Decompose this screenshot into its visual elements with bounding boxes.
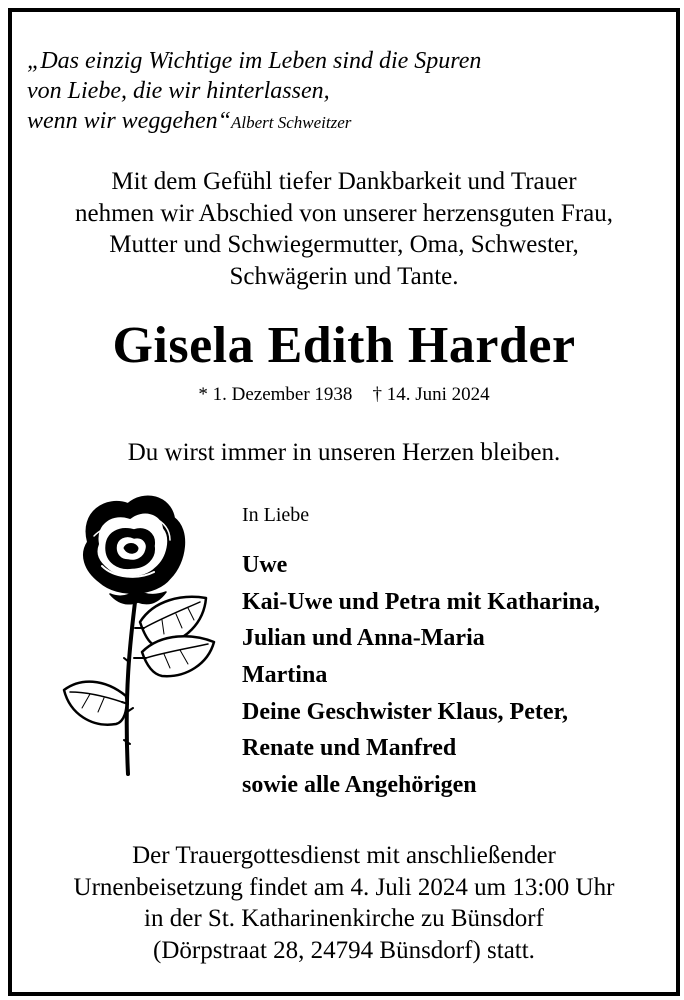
service-line-4: (Dörpstraat 28, 24794 Bünsdorf) statt. xyxy=(153,936,535,964)
rose-icon xyxy=(58,482,218,782)
death-date: † 14. Juni 2024 xyxy=(372,384,490,405)
mourner-line: Kai-Uwe und Petra mit Katharina, xyxy=(242,588,600,615)
intro-line-4: Schwägerin und Tante. xyxy=(229,262,459,290)
obituary-content xyxy=(12,12,676,992)
intro-line-1: Mit dem Gefühl tiefer Dankbarkeit und Trauer xyxy=(111,168,577,195)
mourner-line: Martina xyxy=(242,662,328,689)
birth-date: * 1. Dezember 1938 xyxy=(198,384,353,405)
quote-line-1: „Das einzig Wichtige im Leben sind die Spuren xyxy=(27,48,482,74)
quote-line-3 xyxy=(27,106,667,138)
mourner-line: Deine Geschwister Klaus, Peter, xyxy=(242,698,568,725)
mourner-line: Julian und Anna-Maria xyxy=(242,625,485,652)
motto: Du wirst immer in unseren Herzen bleiben. xyxy=(127,439,561,466)
mourner-line: sowie alle Angehörigen xyxy=(242,772,477,799)
mourner-line: Renate und Manfred xyxy=(242,735,457,762)
quote-author: Albert Schweitzer xyxy=(231,113,352,132)
obituary-frame xyxy=(8,8,680,996)
mourner-line: Uwe xyxy=(242,552,288,578)
intro-text xyxy=(12,166,676,292)
life-dates xyxy=(12,383,676,407)
intro-line-2: nehmen wir Abschied von unserer herzensguten Frau, xyxy=(74,199,614,227)
quote-line-2: von Liebe, die wir hinterlassen, xyxy=(27,78,330,104)
quote-line-3-text: wenn wir weggehen“ xyxy=(27,108,231,134)
closing-phrase: In Liebe xyxy=(242,504,310,526)
service-line-2: Urnenbeisetzung findet am 4. Juli 2024 um 13:00 Uhr xyxy=(73,873,615,901)
mourners-list xyxy=(242,547,682,804)
deceased-name: Gisela Edith Harder xyxy=(112,317,576,374)
service-line-3: in der St. Katharinenkirche zu Bünsdorf xyxy=(144,905,544,932)
intro-line-3: Mutter und Schwiegermutter, Oma, Schwester, xyxy=(109,231,579,258)
quote-block xyxy=(27,46,667,138)
service-line-1: Der Trauergottesdienst mit anschließender xyxy=(132,842,556,869)
service-info xyxy=(12,840,676,966)
